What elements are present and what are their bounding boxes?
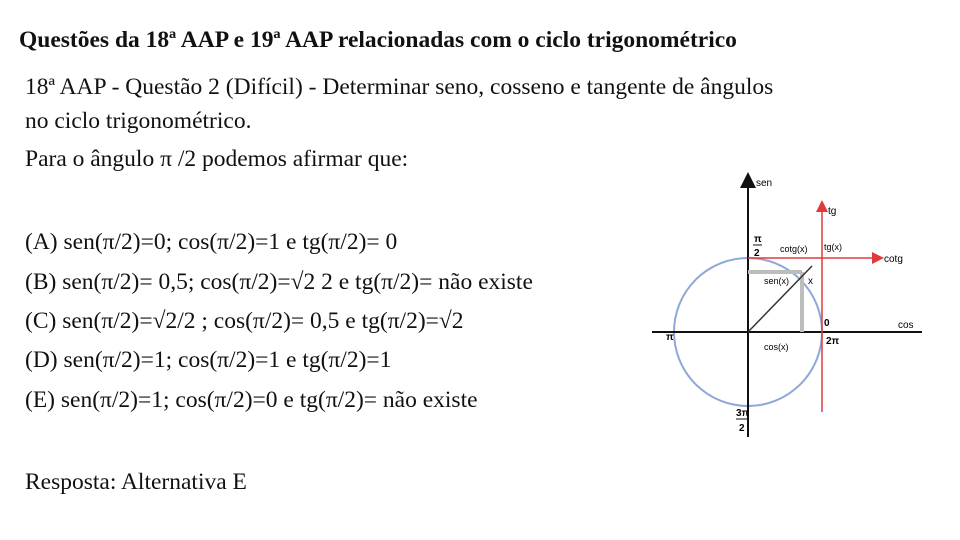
option-d: (D) sen(π/2)=1; cos(π/2)=1 e tg(π/2)=1 (25, 347, 392, 373)
angle-x-label: x (808, 276, 813, 287)
sen-x-label: sen(x) (764, 276, 790, 286)
zero-label: 0 (824, 318, 830, 329)
trig-circle-diagram (652, 172, 932, 444)
tg-axis-label: tg (828, 206, 837, 217)
question-header-cont: no ciclo trigonométrico. (25, 108, 252, 134)
cotg-x-label: cotg(x) (780, 244, 808, 254)
slide-title: Questões da 18ª AAP e 19ª AAP relacionadas com o ciclo trigonométrico (19, 27, 737, 53)
cotg-axis-label: cotg (884, 254, 903, 265)
three-pi-half-den: 2 (739, 423, 745, 434)
tg-x-label: tg(x) (824, 242, 842, 252)
three-pi-half-num: 3π (736, 408, 750, 419)
pi-label: π (666, 332, 674, 343)
sen-axis-label: sen (756, 178, 773, 189)
pi-half-den: 2 (754, 248, 760, 259)
option-c: (C) sen(π/2)=√2/2 ; cos(π/2)= 0,5 e tg(π/2)=√2 (25, 308, 464, 334)
answer-text: Resposta: Alternativa E (25, 469, 247, 495)
trig-circle-figure (652, 172, 932, 444)
pi-half-num: π (754, 234, 762, 245)
option-e: (E) sen(π/2)=1; cos(π/2)=0 e tg(π/2)= não existe (25, 387, 478, 413)
two-pi-label: 2π (826, 336, 840, 347)
cos-x-label: cos(x) (764, 342, 789, 352)
question-header: 18ª AAP - Questão 2 (Difícil) - Determinar seno, cosseno e tangente de ângulos (25, 74, 774, 100)
question-prompt: Para o ângulo π /2 podemos afirmar que: (25, 146, 409, 172)
option-b: (B) sen(π/2)= 0,5; cos(π/2)=√2 2 e tg(π/2)= não existe (25, 269, 533, 295)
option-a: (A) sen(π/2)=0; cos(π/2)=1 e tg(π/2)= 0 (25, 229, 398, 255)
cos-axis-label: cos (898, 320, 914, 331)
